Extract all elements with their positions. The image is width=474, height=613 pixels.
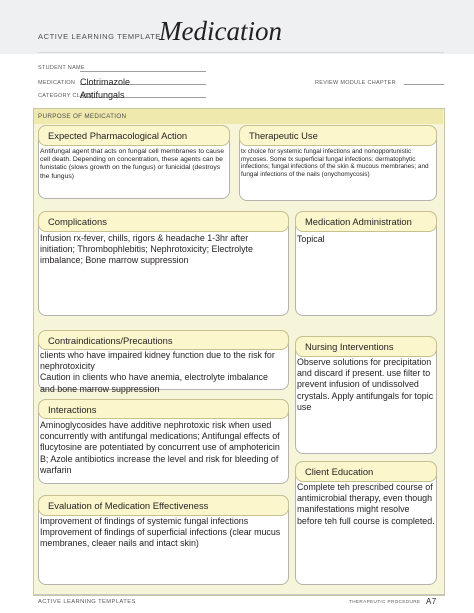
therapeutic-use-text: tx choice for systemic fungal infections and nonopportunistic mycoses. Some tx superficial fungal infections: dermatophytic infections; fungal infections of the skin & mucous membranes; and fungal infections of the nails (onychomycosis) xyxy=(241,148,429,178)
nursing-title: Nursing Interventions xyxy=(295,336,437,357)
review-module-label: REVIEW MODULE CHAPTER xyxy=(315,80,396,86)
administration-title: Medication Administration xyxy=(295,211,437,232)
contraindications-title: Contraindications/Precautions xyxy=(38,330,289,350)
footer-divider xyxy=(33,594,444,595)
footer-left: ACTIVE LEARNING TEMPLATES xyxy=(38,599,136,605)
expected-action-title: Expected Pharmacological Action xyxy=(38,125,230,146)
medication-value: Clotrimazole xyxy=(80,77,131,87)
administration-text: Topical xyxy=(297,234,325,244)
header-divider xyxy=(38,52,444,53)
footer-right-label: THERAPEUTIC PROCEDURE xyxy=(349,599,421,604)
student-name-field[interactable] xyxy=(80,63,206,72)
nursing-text: Observe solutions for precipitation and discard if present. use filter to prevent infusion of undissolved crystals. Apply antifungals for topic use xyxy=(297,357,434,412)
category-class-label: CATEGORY CLASS xyxy=(38,93,93,99)
contraindications-text: clients who have impaired kidney function due to the risk for nephrotoxicity Caution in clients who have anemia, electrolyte imbalance and bone marrow suppression xyxy=(40,350,275,394)
purpose-label: PURPOSE OF MEDICATION xyxy=(38,113,127,120)
complications-title: Complications xyxy=(38,211,289,232)
education-title: Client Education xyxy=(295,461,437,482)
therapeutic-use-title: Therapeutic Use xyxy=(239,125,437,146)
page-title: Medication xyxy=(159,16,282,46)
review-module-field[interactable] xyxy=(404,73,444,85)
evaluation-text: Improvement of findings of systemic fungal infections Improvement of findings of superficial infections (clear mucus membranes, cleaer nails and intact skin) xyxy=(40,516,281,549)
page-number: A7 xyxy=(426,597,437,606)
education-text: Complete teh prescribed course of antimicrobial therapy, even though manifestations might resolve before teh full course is completed. xyxy=(297,482,435,526)
medication-label: MEDICATION xyxy=(38,80,76,86)
evaluation-title: Evaluation of Medication Effectiveness xyxy=(38,495,289,516)
expected-action-text: Antifungal agent that acts on fungal cell membranes to cause cell death. Depending on concentration, these agents can be funistatic (slows growth on the fungus) or funicidal (destroys the fungus) xyxy=(40,148,225,180)
medication-field[interactable] xyxy=(80,72,206,85)
complications-text: Infusion rx-fever, chills, rigors & headache 1-3hr after initiation; Thrombophlebitis; Nephrotoxicity; Electrolyte imbalance; Bone marrow suppression xyxy=(40,233,253,266)
interactions-text: Aminoglycosides have additive nephrotoxic risk when used concurrently with antifungal medications; Antifungal effects of flucytosine are potentiated by concurrent use of amphotericin B; Azole antibiotics increase the level and risk for bleeding of warfarin xyxy=(40,420,280,475)
category-class-field[interactable] xyxy=(80,85,206,98)
template-label: ACTIVE LEARNING TEMPLATE: xyxy=(38,32,164,41)
student-name-label: STUDENT NAME xyxy=(38,65,85,71)
interactions-title: Interactions xyxy=(38,399,289,419)
category-class-value: Antifungals xyxy=(80,90,125,100)
